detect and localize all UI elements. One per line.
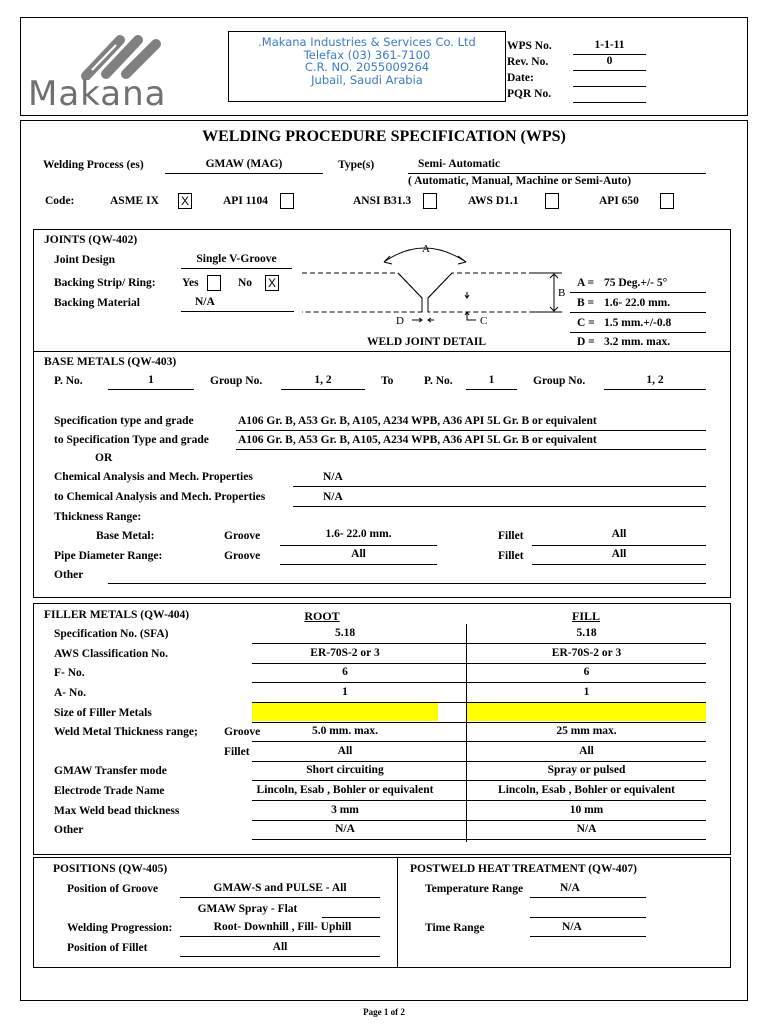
backing-yes-checkbox[interactable] (207, 275, 221, 291)
group-value: 1, 2 (314, 374, 332, 386)
backing-no-checkbox[interactable]: X (265, 275, 279, 291)
filler-row-label: Max Weld bead thickness (54, 805, 180, 817)
root-size-highlight (252, 702, 438, 721)
code-label: Code: (45, 195, 75, 207)
backing-yes-label: Yes (182, 277, 199, 289)
diagram-label-c: C (480, 315, 488, 327)
pno2-value: 1 (488, 374, 495, 386)
filler-root-value: 1 (342, 686, 348, 698)
weld-joint-detail-caption: WELD JOINT DETAIL (367, 336, 487, 348)
filler-fill-value: All (579, 745, 594, 757)
chem-label: Chemical Analysis and Mech. Properties (54, 471, 253, 483)
filler-fill-value: Lincoln, Esab , Bohler or equivalent (498, 784, 675, 796)
joints-heading: JOINTS (QW-402) (44, 234, 138, 246)
filler-row-label: AWS Classification No. (54, 648, 169, 660)
time-range-value: N/A (562, 921, 582, 933)
or-label: OR (95, 452, 113, 464)
thickness-label: Thickness Range: (54, 511, 142, 523)
filler-row-label: Specification No. (SFA) (54, 628, 169, 640)
dim-b-value: 1.6- 22.0 mm. (604, 297, 671, 309)
filler-row-sublabel: Groove (224, 726, 261, 738)
temp-range-label: Temperature Range (425, 883, 524, 895)
wps-no-value: 1-1-11 (594, 39, 625, 51)
filler-root-value: 6 (342, 666, 348, 678)
filler-fill-value: 1 (583, 686, 590, 698)
to-chem-value: N/A (323, 491, 343, 503)
weld-joint-diagram (302, 240, 572, 335)
groove-position-label: Position of Groove (67, 883, 159, 895)
dim-c-value: 1.5 mm.+/-0.8 (604, 317, 672, 329)
company-name: .Makana Industries & Services Co. Ltd (258, 35, 476, 49)
code-ansi-label: ANSI B31.3 (353, 195, 412, 207)
backing-label: Backing Strip/ Ring: (54, 277, 156, 289)
code-api650-checkbox[interactable] (660, 193, 674, 209)
groove-position-value: GMAW-S and PULSE - All (213, 882, 347, 894)
filler-root-value: 5.0 mm. max. (311, 725, 379, 737)
group-label: Group No. (210, 375, 263, 387)
filler-fill-value: N/A (576, 823, 597, 835)
company-telefax: Telefax (03) 361-7100 (303, 47, 431, 62)
wps-no-label: WPS No. (507, 40, 552, 52)
dim-c-key: C = (577, 317, 595, 329)
filler-fill-value: 10 mm (569, 804, 604, 816)
types-label: Type(s) (338, 159, 375, 171)
filler-row-label: Weld Metal Thickness range; (54, 726, 198, 738)
code-api1104-label: API 1104 (223, 195, 269, 207)
pwht-heading: POSTWELD HEAT TREATMENT (QW-407) (410, 863, 637, 875)
types-hint: ( Automatic, Manual, Machine or Semi-Auto) (408, 175, 632, 187)
pipe-groove-label: Groove (224, 550, 261, 562)
filler-fill-value: 6 (583, 666, 590, 678)
pipe-groove-value: All (351, 548, 366, 560)
types-value: Semi- Automatic (418, 158, 501, 170)
code-aws-label: AWS D1.1 (468, 195, 519, 207)
dim-a-value: 75 Deg.+/- 5° (604, 277, 668, 289)
progression-value: Root- Downhill , Fill- Uphill (213, 921, 352, 933)
rev-no-label: Rev. No. (507, 56, 549, 68)
code-asme-checkbox[interactable]: X (178, 193, 192, 209)
filler-root-value: 5.18 (334, 627, 356, 639)
to-chem-label: to Chemical Analysis and Mech. Properties (54, 491, 266, 503)
filler-row-label: Other (54, 824, 84, 836)
chem-value: N/A (323, 471, 343, 483)
fillet-position-label: Position of Fillet (67, 942, 148, 954)
filler-col-fill: FILL (571, 609, 600, 623)
pipe-fillet-label: Fillet (498, 550, 524, 562)
to-spec-label: to Specification Type and grade (54, 434, 209, 446)
groove-label: Groove (224, 530, 261, 542)
filler-root-value: 3 mm (331, 804, 359, 816)
filler-root-value: N/A (335, 823, 355, 835)
code-asme-label: ASME IX (110, 195, 159, 207)
filler-row-label: A- No. (54, 687, 86, 699)
fillet-label: Fillet (498, 530, 524, 542)
filler-root-value: Lincoln, Esab , Bohler or equivalent (256, 784, 434, 796)
filler-fill-value: 25 mm max. (556, 725, 617, 737)
dim-d-key: D = (577, 336, 595, 348)
date-label: Date: (507, 72, 534, 84)
company-logo (28, 24, 188, 112)
fillet-position-value: All (272, 941, 288, 953)
dim-d-value: 3.2 mm. max. (604, 336, 671, 348)
pipe-label: Pipe Diameter Range: (54, 550, 163, 562)
to-spec-value: A106 Gr. B, A53 Gr. B, A105, A234 WPB, A36 API 5L Gr. B or equivalent (238, 434, 597, 446)
logo-mark-icon (28, 24, 188, 80)
pno-value: 1 (148, 374, 154, 386)
filler-fill-value: Spray or pulsed (547, 764, 626, 776)
filler-row-label: F- No. (54, 667, 85, 679)
group2-label: Group No. (533, 375, 586, 387)
company-cr: C.R. NO. 2055009264 (304, 60, 430, 74)
fill-size-highlight (467, 702, 706, 721)
filler-fill-value: 5.18 (576, 627, 597, 639)
code-ansi-checkbox[interactable] (423, 193, 437, 209)
filler-col-root: ROOT (304, 609, 340, 623)
filler-row-label: GMAW Transfer mode (54, 765, 167, 777)
backing-no-label: No (238, 277, 253, 289)
base-metal-label: Base Metal: (96, 530, 155, 542)
diagram-label-a: A (422, 243, 430, 255)
page-number: Page 1 of 2 (363, 1007, 405, 1017)
document-title: WELDING PROCEDURE SPECIFICATION (WPS) (202, 128, 566, 145)
filler-row-label: Size of Filler Metals (54, 707, 152, 719)
time-range-label: Time Range (425, 922, 485, 934)
base-metals-heading: BASE METALS (QW-403) (44, 356, 177, 368)
groove-position-value-2: GMAW Spray - Flat (197, 903, 298, 915)
other-label: Other (54, 569, 84, 581)
filler-fill-value: ER-70S-2 or 3 (551, 647, 622, 659)
company-info-box (228, 31, 506, 102)
spec-label: Specification type and grade (54, 415, 194, 427)
backing-material-label: Backing Material (54, 297, 140, 309)
backing-material-value: N/A (195, 296, 215, 308)
code-api1104-checkbox[interactable] (280, 193, 294, 209)
filler-row-label: Electrode Trade Name (54, 785, 165, 797)
positions-heading: POSITIONS (QW-405) (53, 863, 168, 875)
filler-root-value: Short circuiting (306, 764, 384, 776)
filler-heading: FILLER METALS (QW-404) (44, 609, 190, 621)
groove-value: 1.6- 22.0 mm. (325, 528, 392, 540)
fillet-value: All (611, 528, 627, 540)
diagram-label-d: D (396, 315, 404, 327)
code-api650-label: API 650 (599, 195, 639, 207)
pqr-no-label: PQR No. (507, 88, 552, 100)
temp-range-value: N/A (560, 882, 580, 894)
dim-a-key: A = (577, 277, 595, 289)
pno2-label: P. No. (424, 375, 453, 387)
filler-root-value: ER-70S-2 or 3 (310, 647, 380, 659)
pno-label: P. No. (54, 375, 83, 387)
progression-label: Welding Progression: (67, 922, 173, 934)
rev-no-value: 0 (606, 55, 613, 67)
to-label: To (381, 375, 394, 387)
group2-value: 1, 2 (646, 374, 664, 386)
joint-design-label: Joint Design (54, 254, 116, 266)
welding-process-value: GMAW (MAG) (205, 158, 283, 170)
logo-wordmark: Makana (28, 74, 167, 114)
dim-b-key: B = (577, 297, 595, 309)
spec-value: A106 Gr. B, A53 Gr. B, A105, A234 WPB, A36 API 5L Gr. B or equivalent (238, 415, 597, 427)
joint-design-value: Single V-Groove (196, 253, 277, 265)
code-aws-checkbox[interactable] (545, 193, 559, 209)
diagram-label-b: B (558, 287, 566, 299)
filler-root-value: All (337, 745, 353, 757)
company-location: Jubail, Saudi Arabia (311, 72, 423, 87)
filler-row-sublabel: Fillet (224, 746, 250, 758)
welding-process-label: Welding Process (es) (43, 159, 144, 171)
pipe-fillet-value: All (611, 548, 627, 560)
